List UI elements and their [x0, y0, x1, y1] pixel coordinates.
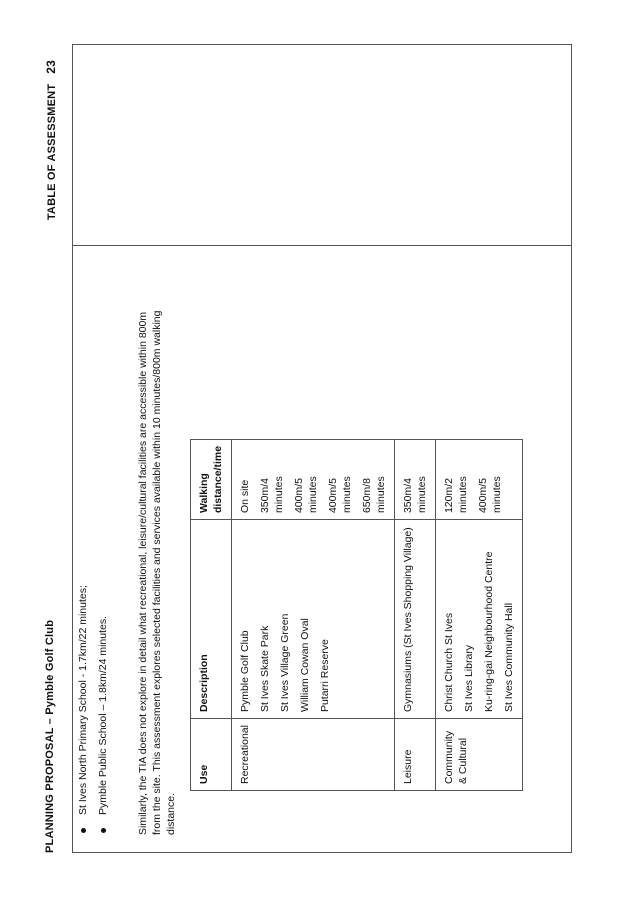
- list-item-text: Pymble Public School – 1.8km/24 minutes.: [97, 615, 109, 815]
- list-item: [96, 275, 110, 835]
- bullet-icon: [81, 828, 86, 833]
- cell-walking: [232, 439, 395, 519]
- table-row: [395, 439, 436, 790]
- description-item: St Ives Village Green: [279, 613, 291, 713]
- description-item: Pymble Golf Club: [239, 630, 251, 713]
- cell-description: [436, 520, 523, 719]
- walking-item: 350m/4 minutes: [402, 476, 428, 514]
- description-item: William Cowan Oval: [299, 618, 311, 713]
- list-item: [76, 275, 90, 835]
- description-item: Ku-ring-gai Neighbourhood Centre: [483, 551, 495, 713]
- walking-item: 120m/2 minutes: [443, 476, 469, 514]
- facilities-table-wrapper: [190, 439, 523, 791]
- walking-item: 400m/5 minutes: [327, 476, 353, 514]
- cell-walking: [436, 439, 523, 519]
- cell-description: [232, 520, 395, 719]
- section-title: TABLE OF ASSESSMENT: [46, 83, 58, 221]
- description-item: St Ives Skate Park: [259, 625, 271, 713]
- walking-item: 400m/5 minutes: [477, 476, 503, 514]
- header-walking: Walking distance/time: [191, 439, 232, 519]
- description-item: St Ives Community Hall: [503, 602, 515, 713]
- header-description: Description: [191, 520, 232, 719]
- table-header-row: [191, 439, 232, 790]
- cell-walking: [395, 439, 436, 519]
- list-item-text: St Ives North Primary School - 1.7km/22 minutes;: [77, 585, 89, 815]
- description-item: Christ Church St Ives: [443, 612, 455, 713]
- cell-use: Recreational: [232, 719, 395, 791]
- walking-item: On site: [239, 479, 251, 514]
- walking-item: 350m/4 minutes: [259, 476, 285, 514]
- cell-description: [395, 520, 436, 719]
- description-item: Gymnasiums (St Ives Shopping Village): [402, 527, 414, 713]
- body-paragraph: Similarly, the TIA does not explore in detail what recreational, leisure/cultural facilities are accessible within 800m from the site. This assessment explores selected facilities and services available within 10 minutes/800m walking distance.: [137, 310, 177, 835]
- page-number: 23: [44, 60, 58, 74]
- table-row: [436, 439, 523, 790]
- assessment-content: [76, 275, 178, 835]
- description-item: Putarri Reserve: [319, 639, 331, 713]
- bullet-icon: [101, 828, 106, 833]
- walking-item: 400m/5 minutes: [293, 476, 319, 514]
- cell-use: Community & Cultural: [436, 719, 523, 791]
- description-item: St Ives Library: [463, 644, 475, 713]
- walking-item: 650m/8 minutes: [361, 476, 387, 514]
- section-header: [44, 60, 58, 220]
- cell-use: Leisure: [395, 719, 436, 791]
- table-row: [232, 439, 395, 790]
- column-divider: [73, 245, 571, 246]
- header-use: Use: [191, 719, 232, 791]
- facilities-table: [190, 439, 523, 791]
- school-list: [76, 275, 110, 835]
- document-header-title: PLANNING PROPOSAL – Pymble Golf Club: [44, 619, 56, 853]
